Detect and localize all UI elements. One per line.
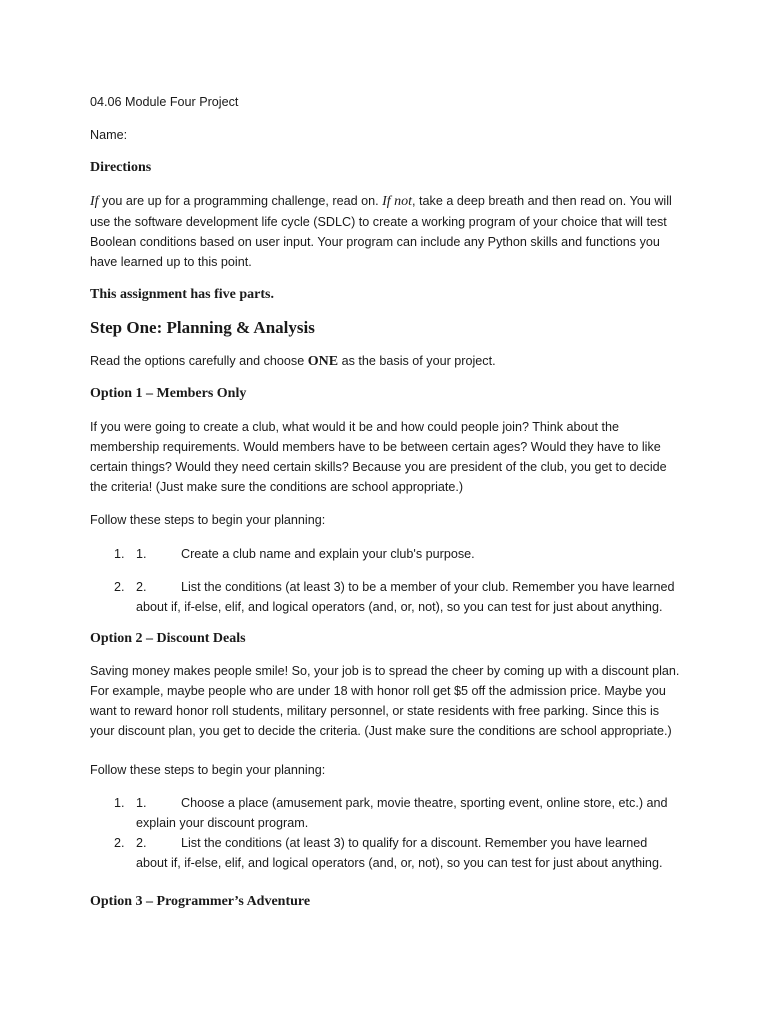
option1-follow-steps: Follow these steps to begin your planning:: [90, 513, 326, 527]
option1-steps-list: [90, 544, 680, 617]
list-item: [90, 577, 680, 617]
step-one-heading: Step One: Planning & Analysis: [90, 318, 315, 337]
intro-part1: you are up for a programming challenge, read on.: [98, 194, 383, 208]
intro-if-word: If: [90, 194, 99, 209]
list-sub-number: 2.: [136, 580, 147, 594]
list-sub-number: 1.: [136, 547, 147, 561]
choose-after: as the basis of your project.: [338, 354, 496, 368]
list-item-text: List the conditions (at least 3) to be a member of your club. Remember you have learned about if, if-else, elif, and logical operators (and, or, not), so you can test for just about anything.: [136, 580, 675, 614]
intro-part2: , take a deep breath and then read on. You will use the software development life cycle (SDLC) to create a working program of your choice that will test Boolean conditions based on user input. Your program can include any Python skills and functions you have learned up to this point.: [90, 194, 672, 269]
list-number: 2.: [114, 580, 125, 594]
choose-one-emphasis: ONE: [307, 354, 339, 369]
directions-heading: Directions: [90, 160, 152, 175]
option1-heading: Option 1 – Members Only: [90, 386, 247, 401]
document-content: [90, 92, 680, 912]
option2-heading: Option 2 – Discount Deals: [90, 631, 246, 646]
list-item-text: Create a club name and explain your club's purpose.: [181, 547, 475, 561]
option1-body: If you were going to create a club, what would it be and how could people join? Think about the membership requirements. Would members have to be between certain ages? Would they have to like certain things? Would they need certain skills? Because you are president of the club, you get to decide the criteria! (Just make sure the conditions are school appropriate.): [90, 420, 667, 494]
list-number: 1.: [114, 796, 125, 810]
list-item: [90, 793, 680, 833]
choose-instruction: [90, 351, 680, 372]
option3-heading: Option 3 – Programmer’s Adventure: [90, 894, 311, 909]
option2-follow-steps: Follow these steps to begin your planning:: [90, 763, 326, 777]
option2-steps-list: [90, 793, 680, 873]
list-item: [90, 833, 680, 873]
name-label: Name:: [90, 128, 128, 142]
course-title: 04.06 Module Four Project: [90, 95, 239, 109]
choose-before: Read the options carefully and choose: [90, 354, 308, 368]
list-number: 1.: [114, 547, 125, 561]
intro-if-not-word: If not: [382, 194, 413, 209]
five-parts-note: This assignment has five parts.: [90, 287, 274, 302]
list-item-text: List the conditions (at least 3) to qualify for a discount. Remember you have learned about if, if-else, elif, and logical operators (and, or, not), so you can test for just about anything.: [136, 836, 663, 870]
option2-body: Saving money makes people smile! So, your job is to spread the cheer by coming up with a discount plan. For example, maybe people who are under 18 with honor roll get $5 off the admission price. Maybe you want to reward honor roll students, military personnel, or state residents with free parking. Since this is your discount plan, you get to decide the criteria. (Just make sure the conditions are school appropriate.): [90, 664, 680, 738]
list-item: [90, 544, 680, 564]
list-sub-number: 2.: [136, 836, 147, 850]
list-item-text: Choose a place (amusement park, movie theatre, sporting event, online store, etc.) and explain your discount program.: [136, 796, 668, 830]
intro-paragraph: [90, 191, 680, 272]
list-sub-number: 1.: [136, 796, 147, 810]
list-number: 2.: [114, 836, 125, 850]
